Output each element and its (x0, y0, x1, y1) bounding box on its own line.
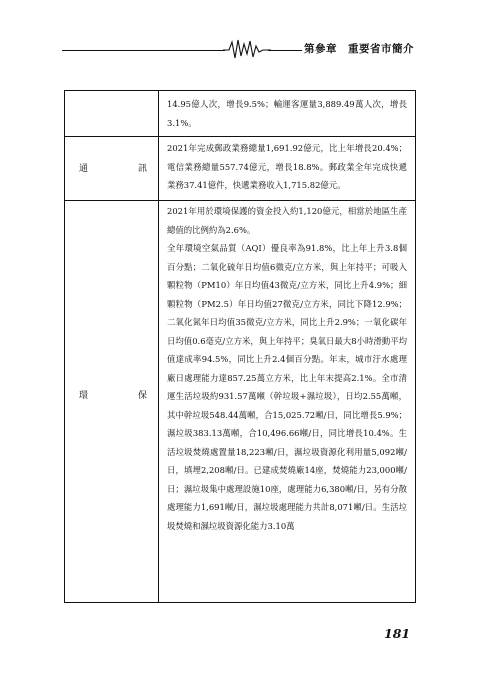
row-label-char: 環 (79, 391, 89, 401)
table-cell-continuation: 14.95億人次，增長9.5%；輸運客運量3,889.49萬人次，增長3.1%。 (167, 99, 407, 128)
row-label-char: 保 (137, 391, 147, 401)
header-rule-left (62, 50, 225, 51)
header-rule-right (268, 50, 302, 51)
table-cell-communications: 2021年完成郵政業務總量1,691.92億元，比上年增長20.4%；電信業務總量557.74億元，增長18.8%。郵政業全年完成快遞業務37.41億件，快遞業務收入1,715.82億元。 (167, 143, 407, 190)
row-divider (65, 136, 415, 137)
environment-paragraph-2: 全年環境空氣品質（AQI）優良率為91.8%，比上年上升3.8個百分點；二氧化硫年日均值6微克/立方米，與上年持平；可吸入顆粒物（PM10）年日均值43微克/立方米，同比上升4.9%；細顆粒物（PM2.5）年日均值27微克/立方米，同比下降12.9%；二氧化氮年日均值35微克/立方米，同比上升2.9%；一氧化碳年日均值0.6毫克/立方米，與上年持平；臭氧日最大8小時滑動平均值達成率94.5%，同比上升2.4個百分點。年末，城市汙水處理廠日處理能力達857.25萬立方米，比上年末提高2.1%。全市清運生活垃圾約931.57萬噸（幹垃圾+濕垃圾），日均2.55萬噸，其中幹垃圾548.44萬噸，合15,025.72噸/日，同比增長5.9%；濕垃圾383.13萬噸，合10,496.66噸/日，同比增長10.4%。生活垃圾焚燒處置量18,223噸/日，濕垃圾資源化利用量5,092噸/日，填埋2,208噸/日。已建成焚燒廠14座，焚燒能力23,000噸/日；濕垃圾集中處理設施10座，處理能力6,380噸/日，另有分散處理能力1,691噸/日，濕垃圾處理能力共計8,071噸/日。生活垃圾焚燒和濕垃圾資源化能力3.10萬 (167, 243, 407, 531)
header-pulse-ornament (223, 38, 271, 60)
column-divider (158, 91, 159, 602)
chapter-title: 第參章 重要省市簡介 (304, 43, 414, 55)
page-number: 181 (384, 626, 411, 641)
table-cell-environment (167, 202, 407, 535)
info-table (64, 90, 416, 603)
row-label-communications (79, 161, 147, 174)
row-label-char: 訊 (137, 164, 147, 174)
environment-paragraph-1: 2021年用於環境保護的資金投入約1,120億元，相當於地區生產總值的比例約為2.6%。 (167, 206, 407, 235)
row-divider (65, 200, 415, 201)
row-label-char: 通 (79, 164, 89, 174)
row-label-environment (79, 388, 147, 401)
